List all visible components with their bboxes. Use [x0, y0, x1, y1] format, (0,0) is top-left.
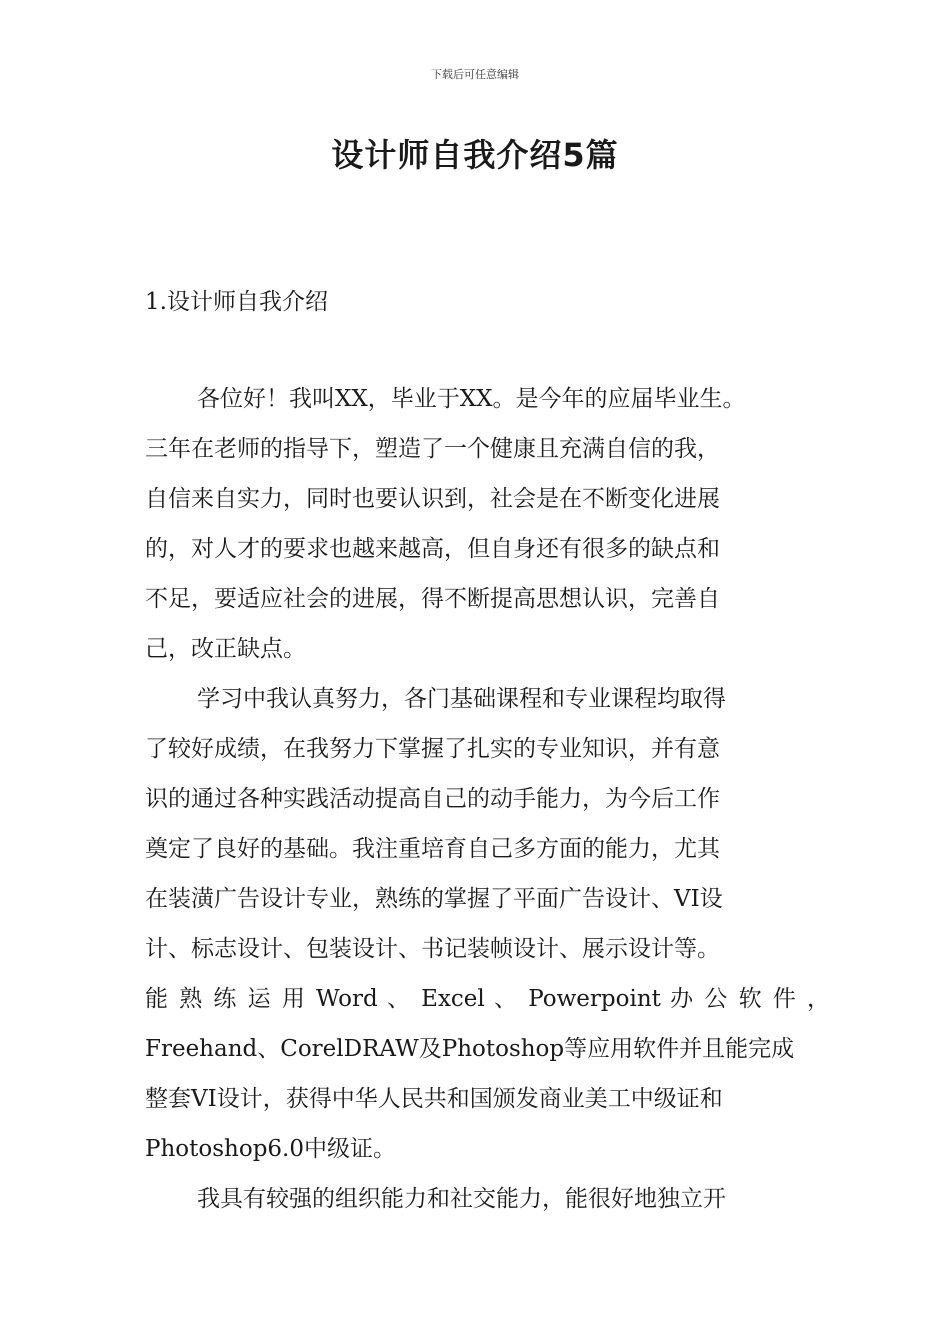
text-line: 三年在老师的指导下，塑造了一个健康且充满自信的我，: [145, 436, 720, 462]
text-line: 己，改正缺点。: [145, 636, 306, 662]
section-heading: 1.设计师自我介绍: [145, 289, 328, 315]
text-line: 整套VI设计，获得中华人民共和国颁发商业美工中级证和: [145, 1086, 723, 1112]
text-line: 我具有较强的组织能力和社交能力，能很好地独立开: [197, 1186, 726, 1212]
text-line: 在装潢广告设计专业，熟练的掌握了平面广告设计、VI设: [145, 886, 723, 912]
text-line: 自信来自实力，同时也要认识到，社会是在不断变化进展: [145, 486, 720, 512]
paragraph-2: [145, 674, 830, 1174]
text-line: Freehand、CorelDRAW及Photoshop等应用软件并且能完成: [145, 1036, 795, 1062]
paragraph-3: [145, 1174, 805, 1224]
text-line: 计、标志设计、包装设计、书记装帧设计、展示设计等。: [145, 936, 720, 962]
paragraph-1: [145, 374, 805, 674]
header-note: 下载后可任意编辑: [431, 68, 519, 81]
text-line: 不足，要适应社会的进展，得不断提高思想认识，完善自: [145, 586, 720, 612]
document-title: 设计师自我介绍5篇: [331, 136, 619, 174]
text-line: 学习中我认真努力，各门基础课程和专业课程均取得: [197, 686, 726, 712]
text-line: 奠定了良好的基础。我注重培育自己多方面的能力，尤其: [145, 836, 720, 862]
text-line: 了较好成绩，在我努力下掌握了扎实的专业知识，并有意: [145, 736, 720, 762]
text-line: 各位好！我叫XX，毕业于XX。是今年的应届毕业生。: [197, 386, 746, 412]
text-line: 能 熟 练 运 用 Word 、 Excel 、 Powerpoint 办 公 软 件 ，: [145, 986, 830, 1012]
document-body: [145, 374, 830, 1224]
text-line: Photoshop6.0中级证。: [145, 1136, 396, 1162]
text-line: 识的通过各种实践活动提高自己的动手能力，为今后工作: [145, 786, 720, 812]
text-line: 的，对人才的要求也越来越高，但自身还有很多的缺点和: [145, 536, 720, 562]
